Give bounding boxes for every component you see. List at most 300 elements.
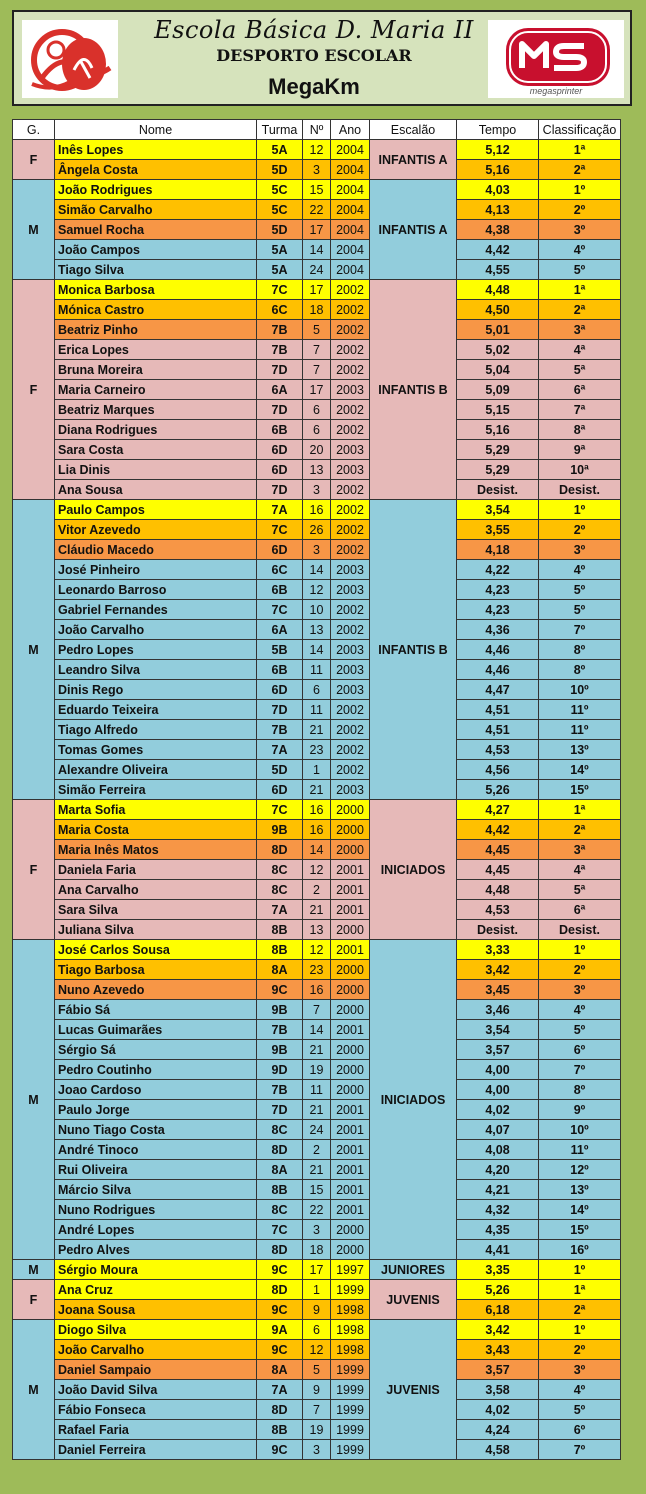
- number-cell: 15: [303, 1180, 331, 1200]
- rank-cell: 3ª: [539, 320, 621, 340]
- athlete-name: Tiago Alfredo: [55, 720, 257, 740]
- table-row: [13, 700, 621, 720]
- time-cell: 4,46: [457, 660, 539, 680]
- number-cell: 9: [303, 1380, 331, 1400]
- athlete-name: Maria Inês Matos: [55, 840, 257, 860]
- col-header-gender: G.: [13, 120, 55, 140]
- class-cell: 9B: [257, 820, 303, 840]
- class-cell: 7A: [257, 500, 303, 520]
- table-row: [13, 820, 621, 840]
- time-cell: 4,00: [457, 1060, 539, 1080]
- year-cell: 2002: [331, 520, 370, 540]
- table-row: [13, 1140, 621, 1160]
- rank-cell: 1º: [539, 1260, 621, 1280]
- rank-cell: 10ª: [539, 460, 621, 480]
- rank-cell: 7º: [539, 620, 621, 640]
- year-cell: 2002: [331, 320, 370, 340]
- athlete-name: Sérgio Moura: [55, 1260, 257, 1280]
- number-cell: 3: [303, 160, 331, 180]
- rank-cell: 5ª: [539, 360, 621, 380]
- table-row: [13, 1380, 621, 1400]
- athlete-name: Inês Lopes: [55, 140, 257, 160]
- number-cell: 6: [303, 400, 331, 420]
- rank-cell: 8º: [539, 1080, 621, 1100]
- col-header-rank: Classificação: [539, 120, 621, 140]
- time-cell: 4,07: [457, 1120, 539, 1140]
- table-row: [13, 500, 621, 520]
- number-cell: 2: [303, 1140, 331, 1160]
- gender-cell: F: [13, 140, 55, 180]
- year-cell: 2001: [331, 1160, 370, 1180]
- table-row: [13, 160, 621, 180]
- number-cell: 19: [303, 1420, 331, 1440]
- time-cell: 4,02: [457, 1400, 539, 1420]
- athlete-name: João David Silva: [55, 1380, 257, 1400]
- col-header-category: Escalão: [370, 120, 457, 140]
- athlete-name: Simão Carvalho: [55, 200, 257, 220]
- gender-cell: F: [13, 280, 55, 500]
- athlete-name: Rafael Faria: [55, 1420, 257, 1440]
- year-cell: 2003: [331, 380, 370, 400]
- col-header-year: Ano: [331, 120, 370, 140]
- number-cell: 17: [303, 220, 331, 240]
- athlete-name: Nuno Azevedo: [55, 980, 257, 1000]
- year-cell: 2001: [331, 860, 370, 880]
- year-cell: 2001: [331, 1180, 370, 1200]
- athlete-name: Maria Costa: [55, 820, 257, 840]
- year-cell: 2002: [331, 540, 370, 560]
- col-header-time: Tempo: [457, 120, 539, 140]
- time-cell: 5,02: [457, 340, 539, 360]
- rank-cell: 14º: [539, 760, 621, 780]
- number-cell: 21: [303, 1040, 331, 1060]
- year-cell: 2001: [331, 1140, 370, 1160]
- rank-cell: 4º: [539, 240, 621, 260]
- year-cell: 2002: [331, 420, 370, 440]
- time-cell: 4,08: [457, 1140, 539, 1160]
- rank-cell: 8º: [539, 640, 621, 660]
- year-cell: 2002: [331, 760, 370, 780]
- number-cell: 18: [303, 1240, 331, 1260]
- number-cell: 3: [303, 1440, 331, 1460]
- number-cell: 7: [303, 1400, 331, 1420]
- time-cell: 4,00: [457, 1080, 539, 1100]
- time-cell: Desist.: [457, 920, 539, 940]
- table-row: [13, 1000, 621, 1020]
- table-row: [13, 900, 621, 920]
- athlete-name: Tiago Silva: [55, 260, 257, 280]
- time-cell: 4,53: [457, 740, 539, 760]
- athlete-name: Beatriz Marques: [55, 400, 257, 420]
- table-row: [13, 1200, 621, 1220]
- class-cell: 6A: [257, 620, 303, 640]
- class-cell: 7C: [257, 600, 303, 620]
- rank-cell: 1ª: [539, 800, 621, 820]
- year-cell: 2003: [331, 560, 370, 580]
- time-cell: 4,45: [457, 840, 539, 860]
- year-cell: 1999: [331, 1400, 370, 1420]
- table-row: [13, 420, 621, 440]
- year-cell: 2002: [331, 400, 370, 420]
- class-cell: 8A: [257, 1360, 303, 1380]
- table-row: [13, 980, 621, 1000]
- athlete-name: Daniela Faria: [55, 860, 257, 880]
- class-cell: 8A: [257, 1160, 303, 1180]
- gender-cell: M: [13, 500, 55, 800]
- class-cell: 7C: [257, 520, 303, 540]
- year-cell: 2000: [331, 1220, 370, 1240]
- rank-cell: 6º: [539, 1040, 621, 1060]
- table-row: [13, 1100, 621, 1120]
- rank-cell: 5º: [539, 1020, 621, 1040]
- class-cell: 5D: [257, 220, 303, 240]
- table-row: [13, 1440, 621, 1460]
- athlete-name: João Rodrigues: [55, 180, 257, 200]
- number-cell: 24: [303, 260, 331, 280]
- year-cell: 2000: [331, 840, 370, 860]
- rank-cell: 10º: [539, 1120, 621, 1140]
- number-cell: 21: [303, 900, 331, 920]
- table-row: [13, 220, 621, 240]
- athlete-name: Gabriel Fernandes: [55, 600, 257, 620]
- year-cell: 2000: [331, 1080, 370, 1100]
- rank-cell: 2ª: [539, 300, 621, 320]
- year-cell: 2000: [331, 920, 370, 940]
- year-cell: 2002: [331, 480, 370, 500]
- rank-cell: 2º: [539, 960, 621, 980]
- rank-cell: 1ª: [539, 280, 621, 300]
- number-cell: 13: [303, 920, 331, 940]
- table-row: [13, 840, 621, 860]
- table-row: [13, 760, 621, 780]
- table-row: [13, 860, 621, 880]
- class-cell: 7A: [257, 900, 303, 920]
- year-cell: 1998: [331, 1300, 370, 1320]
- athlete-name: Pedro Lopes: [55, 640, 257, 660]
- time-cell: 5,26: [457, 1280, 539, 1300]
- page-header: [12, 10, 632, 106]
- table-row: [13, 180, 621, 200]
- category-cell: JUVENIS: [370, 1280, 457, 1320]
- time-cell: 3,33: [457, 940, 539, 960]
- gender-cell: M: [13, 940, 55, 1260]
- table-row: [13, 300, 621, 320]
- class-cell: 7A: [257, 1380, 303, 1400]
- athlete-name: José Pinheiro: [55, 560, 257, 580]
- number-cell: 21: [303, 1100, 331, 1120]
- rank-cell: 6º: [539, 1420, 621, 1440]
- rank-cell: 3º: [539, 220, 621, 240]
- time-cell: 5,29: [457, 460, 539, 480]
- athlete-name: Dinis Rego: [55, 680, 257, 700]
- year-cell: 2004: [331, 160, 370, 180]
- class-cell: 6D: [257, 540, 303, 560]
- rank-cell: 3º: [539, 980, 621, 1000]
- time-cell: Desist.: [457, 480, 539, 500]
- athlete-name: Diana Rodrigues: [55, 420, 257, 440]
- rank-cell: 7ª: [539, 400, 621, 420]
- rank-cell: 2º: [539, 1340, 621, 1360]
- time-cell: 4,03: [457, 180, 539, 200]
- time-cell: 5,16: [457, 160, 539, 180]
- year-cell: 2000: [331, 800, 370, 820]
- year-cell: 2001: [331, 1200, 370, 1220]
- athlete-name: Paulo Campos: [55, 500, 257, 520]
- table-row: [13, 360, 621, 380]
- number-cell: 7: [303, 1000, 331, 1020]
- athlete-name: Cláudio Macedo: [55, 540, 257, 560]
- number-cell: 6: [303, 1320, 331, 1340]
- rank-cell: 4º: [539, 560, 621, 580]
- year-cell: 2003: [331, 580, 370, 600]
- school-crest-icon: [22, 20, 118, 98]
- time-cell: 4,58: [457, 1440, 539, 1460]
- year-cell: 2003: [331, 780, 370, 800]
- year-cell: 1998: [331, 1340, 370, 1360]
- rank-cell: 6ª: [539, 380, 621, 400]
- table-row: [13, 1420, 621, 1440]
- time-cell: 3,58: [457, 1380, 539, 1400]
- class-cell: 7B: [257, 1020, 303, 1040]
- class-cell: 7C: [257, 800, 303, 820]
- class-cell: 8B: [257, 1180, 303, 1200]
- table-row: [13, 940, 621, 960]
- table-row: [13, 440, 621, 460]
- year-cell: 2002: [331, 340, 370, 360]
- class-cell: 6D: [257, 460, 303, 480]
- class-cell: 7B: [257, 720, 303, 740]
- athlete-name: Eduardo Teixeira: [55, 700, 257, 720]
- number-cell: 3: [303, 1220, 331, 1240]
- number-cell: 13: [303, 460, 331, 480]
- athlete-name: Bruna Moreira: [55, 360, 257, 380]
- class-cell: 6B: [257, 420, 303, 440]
- number-cell: 12: [303, 140, 331, 160]
- number-cell: 19: [303, 1060, 331, 1080]
- time-cell: 4,41: [457, 1240, 539, 1260]
- rank-cell: 8º: [539, 660, 621, 680]
- year-cell: 2002: [331, 740, 370, 760]
- time-cell: 4,23: [457, 600, 539, 620]
- athlete-name: José Carlos Sousa: [55, 940, 257, 960]
- rank-cell: 4ª: [539, 860, 621, 880]
- class-cell: 7D: [257, 480, 303, 500]
- time-cell: 4,48: [457, 880, 539, 900]
- athlete-name: João Carvalho: [55, 620, 257, 640]
- results-table: [12, 119, 621, 1460]
- number-cell: 12: [303, 940, 331, 960]
- table-row: [13, 560, 621, 580]
- category-cell: JUVENIS: [370, 1320, 457, 1460]
- year-cell: 2003: [331, 680, 370, 700]
- athlete-name: Ana Carvalho: [55, 880, 257, 900]
- class-cell: 8D: [257, 1400, 303, 1420]
- athlete-name: Ana Cruz: [55, 1280, 257, 1300]
- rank-cell: 9º: [539, 1100, 621, 1120]
- time-cell: 4,45: [457, 860, 539, 880]
- athlete-name: Sara Silva: [55, 900, 257, 920]
- rank-cell: 3ª: [539, 840, 621, 860]
- number-cell: 1: [303, 1280, 331, 1300]
- class-cell: 6C: [257, 300, 303, 320]
- class-cell: 6B: [257, 580, 303, 600]
- category-cell: JUNIORES: [370, 1260, 457, 1280]
- rank-cell: 4ª: [539, 340, 621, 360]
- time-cell: 3,57: [457, 1040, 539, 1060]
- athlete-name: João Carvalho: [55, 1340, 257, 1360]
- year-cell: 2001: [331, 940, 370, 960]
- time-cell: 4,27: [457, 800, 539, 820]
- event-name: DESPORTO ESCOLAR: [216, 46, 412, 65]
- class-cell: 8D: [257, 1140, 303, 1160]
- class-cell: 9B: [257, 1000, 303, 1020]
- table-row: [13, 1220, 621, 1240]
- table-row: [13, 720, 621, 740]
- number-cell: 3: [303, 480, 331, 500]
- category-cell: INFANTIS A: [370, 140, 457, 180]
- year-cell: 2001: [331, 1120, 370, 1140]
- number-cell: 15: [303, 180, 331, 200]
- number-cell: 21: [303, 780, 331, 800]
- time-cell: 6,18: [457, 1300, 539, 1320]
- year-cell: 2001: [331, 880, 370, 900]
- rank-cell: 9ª: [539, 440, 621, 460]
- class-cell: 8B: [257, 940, 303, 960]
- year-cell: 2000: [331, 1240, 370, 1260]
- number-cell: 17: [303, 380, 331, 400]
- rank-cell: 5º: [539, 1400, 621, 1420]
- table-row: [13, 1040, 621, 1060]
- number-cell: 23: [303, 960, 331, 980]
- time-cell: 3,45: [457, 980, 539, 1000]
- time-cell: 4,13: [457, 200, 539, 220]
- number-cell: 14: [303, 640, 331, 660]
- table-row: [13, 480, 621, 500]
- athlete-name: Pedro Coutinho: [55, 1060, 257, 1080]
- school-crest-logo: [22, 20, 118, 98]
- number-cell: 20: [303, 440, 331, 460]
- rank-cell: 16º: [539, 1240, 621, 1260]
- year-cell: 2000: [331, 1000, 370, 1020]
- year-cell: 1997: [331, 1260, 370, 1280]
- rank-cell: 8ª: [539, 420, 621, 440]
- time-cell: 4,32: [457, 1200, 539, 1220]
- rank-cell: 11º: [539, 1140, 621, 1160]
- number-cell: 21: [303, 720, 331, 740]
- year-cell: 1999: [331, 1380, 370, 1400]
- number-cell: 24: [303, 1120, 331, 1140]
- year-cell: 2004: [331, 200, 370, 220]
- number-cell: 26: [303, 520, 331, 540]
- results-body: [13, 140, 621, 1460]
- number-cell: 7: [303, 360, 331, 380]
- rank-cell: 2ª: [539, 820, 621, 840]
- number-cell: 11: [303, 700, 331, 720]
- school-name: Escola Básica D. Maria II: [154, 16, 474, 44]
- athlete-name: Joana Sousa: [55, 1300, 257, 1320]
- time-cell: 3,42: [457, 1320, 539, 1340]
- number-cell: 12: [303, 580, 331, 600]
- number-cell: 17: [303, 280, 331, 300]
- athlete-name: Leandro Silva: [55, 660, 257, 680]
- athlete-name: Simão Ferreira: [55, 780, 257, 800]
- table-row: [13, 1240, 621, 1260]
- class-cell: 8C: [257, 860, 303, 880]
- number-cell: 9: [303, 1300, 331, 1320]
- year-cell: 2002: [331, 300, 370, 320]
- table-header-row: [13, 120, 621, 140]
- number-cell: 16: [303, 500, 331, 520]
- class-cell: 9A: [257, 1320, 303, 1340]
- number-cell: 5: [303, 320, 331, 340]
- class-cell: 8D: [257, 1280, 303, 1300]
- class-cell: 8B: [257, 920, 303, 940]
- rank-cell: 2º: [539, 200, 621, 220]
- rank-cell: 1º: [539, 940, 621, 960]
- class-cell: 9C: [257, 1440, 303, 1460]
- time-cell: 4,51: [457, 700, 539, 720]
- class-cell: 5C: [257, 200, 303, 220]
- class-cell: 8D: [257, 1240, 303, 1260]
- class-cell: 9D: [257, 1060, 303, 1080]
- time-cell: 4,22: [457, 560, 539, 580]
- athlete-name: Tiago Barbosa: [55, 960, 257, 980]
- rank-cell: 5º: [539, 260, 621, 280]
- time-cell: 3,54: [457, 1020, 539, 1040]
- time-cell: 4,42: [457, 240, 539, 260]
- table-row: [13, 1080, 621, 1100]
- time-cell: 4,51: [457, 720, 539, 740]
- table-row: [13, 340, 621, 360]
- year-cell: 1998: [331, 1320, 370, 1340]
- table-row: [13, 1360, 621, 1380]
- year-cell: 2000: [331, 980, 370, 1000]
- year-cell: 2002: [331, 360, 370, 380]
- time-cell: 3,54: [457, 500, 539, 520]
- year-cell: 1999: [331, 1280, 370, 1300]
- athlete-name: Joao Cardoso: [55, 1080, 257, 1100]
- table-row: [13, 1260, 621, 1280]
- gender-cell: F: [13, 800, 55, 940]
- time-cell: 5,26: [457, 780, 539, 800]
- number-cell: 11: [303, 1080, 331, 1100]
- class-cell: 6B: [257, 660, 303, 680]
- year-cell: 2001: [331, 1100, 370, 1120]
- class-cell: 7B: [257, 340, 303, 360]
- results-table-wrap: [12, 119, 621, 1460]
- table-row: [13, 880, 621, 900]
- number-cell: 22: [303, 1200, 331, 1220]
- rank-cell: 1ª: [539, 140, 621, 160]
- athlete-name: Juliana Silva: [55, 920, 257, 940]
- athlete-name: Vitor Azevedo: [55, 520, 257, 540]
- athlete-name: Erica Lopes: [55, 340, 257, 360]
- class-cell: 7C: [257, 280, 303, 300]
- rank-cell: Desist.: [539, 480, 621, 500]
- number-cell: 12: [303, 860, 331, 880]
- number-cell: 14: [303, 1020, 331, 1040]
- rank-cell: 1º: [539, 1320, 621, 1340]
- table-row: [13, 400, 621, 420]
- rank-cell: 14º: [539, 1200, 621, 1220]
- gender-cell: F: [13, 1280, 55, 1320]
- year-cell: 2002: [331, 700, 370, 720]
- category-cell: INICIADOS: [370, 940, 457, 1260]
- table-row: [13, 1180, 621, 1200]
- table-row: [13, 600, 621, 620]
- number-cell: 6: [303, 680, 331, 700]
- class-cell: 8C: [257, 1120, 303, 1140]
